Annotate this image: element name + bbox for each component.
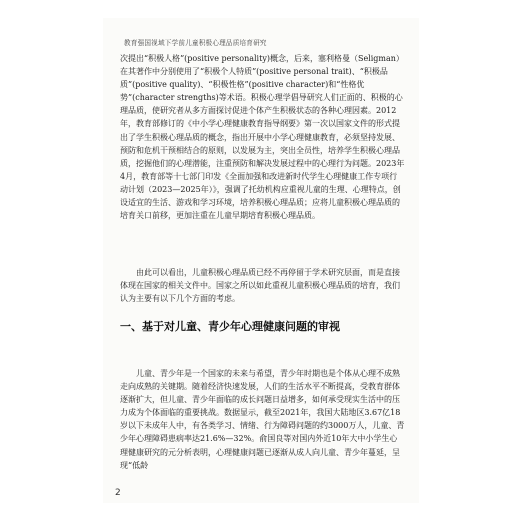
body-paragraph-3: [120, 367, 405, 472]
paragraph-text: 次提出“积极人格”(positive personality)概念，后来，塞利格曼（Seligman）在其著作中分别使用了“积极个人特质”(positive personal trait)、“积极品质”(positive quality)、“积极性格”(positive character)和“性格优势”(character strengths)等术语。积极心理学倡导研究人们正面的、积极的心理品质，使研究者从多方面探讨促进个体产生积极状态的各种心理因素。2012年，教育部修订的《中小学心理健康教育指导纲要》第一次以国家文件的形式提出了学生积极心理品质的概念，指出开展中小学心理健康教育，必须坚持发展、预防和危机干预相结合的原则，以发展为主，突出全员性，培养学生积极心理品质，挖掘他们的心理潜能，注重预防和解决发展过程中的心理行为问题。2023年4月，教育部等十七部门印发《全面加强和改进新时代学生心理健康工作专项行动计划（2023—2025年）》，强调了托幼机构应重视儿童的生理、心理特点，创设适宜的生活、游戏和学习环境，培养积极心理品质；应将儿童积极心理品质的培育关口前移，更加注重在儿童早期培育积极心理品质。: [120, 54, 405, 221]
section-heading: 一、基于对儿童、青少年心理健康问题的审视: [120, 320, 340, 333]
running-head: 教育强国视域下学前儿童积极心理品质培育研究: [124, 39, 267, 47]
page-number: 2: [115, 488, 121, 498]
paragraph-text: 由此可以看出，儿童积极心理品质已经不再停留于学术研究层面，而是直接体现在国家的相关文件中。国家之所以如此重视儿童积极心理品质的培育，我们认为主要有以下几个方面的考虑。: [120, 268, 400, 304]
paragraph-text: 儿童、青少年是一个国家的未来与希望，青少年时期也是个体从心理不成熟走向成熟的关键期。随着经济快速发展，人们的生活水平不断提高，受教育群体逐渐扩大，但儿童、青少年面临的成长问题日益增多，如何承受现实生活中的压力成为个体面临的重要挑战。数据显示，截至2021年，我国大陆地区3.67亿18岁以下未成年人中，有各类学习、情绪、行为障碍问题的约3000万人，儿童、青少年心理障碍患病率达21.6%—32%。俞国良等对国内外近10年大中小学生心理健康研究的元分析表明，心理健康问题已逐渐从成人向儿童、青少年蔓延，呈现“低龄: [120, 369, 405, 470]
body-paragraph-1: [120, 52, 405, 222]
body-paragraph-2: [120, 266, 405, 305]
